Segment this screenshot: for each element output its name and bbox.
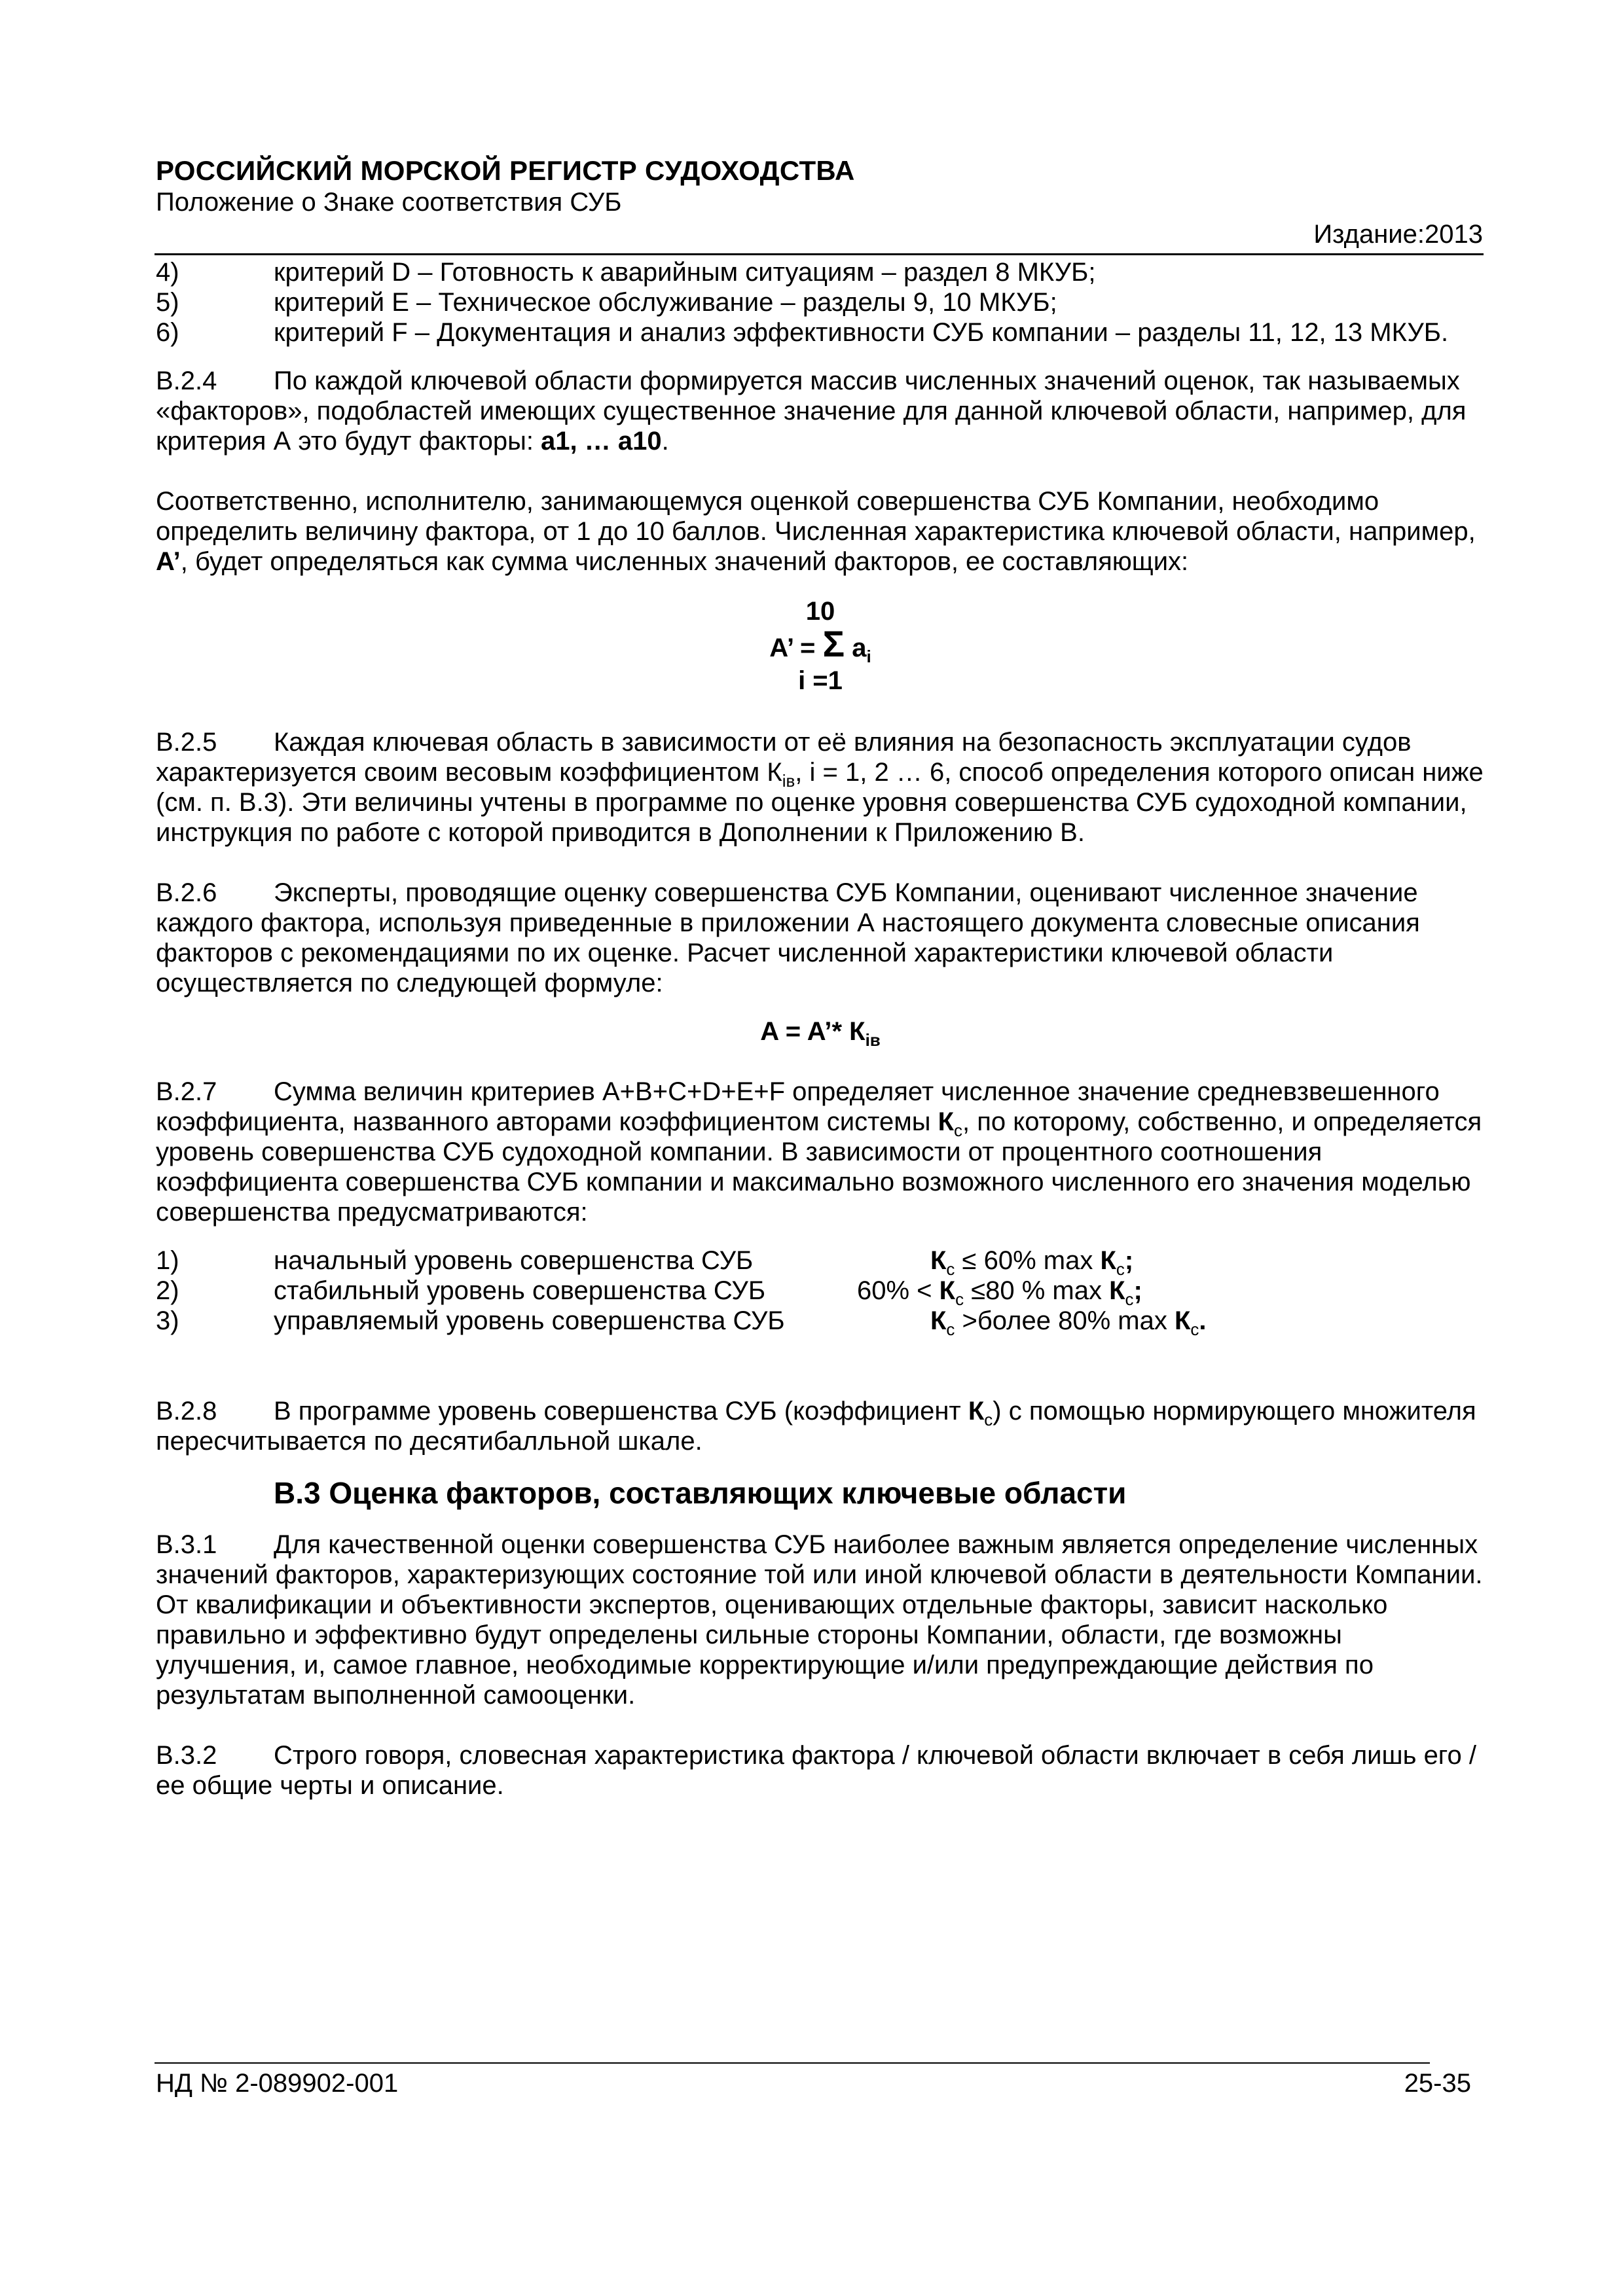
paragraph-text: В программе уровень совершенства СУБ (коэффициент [274, 1397, 968, 1426]
level-condition: $К_c$ >более 80% $\max К_c$. [930, 1306, 1207, 1339]
list-item [156, 257, 1485, 287]
list-item-text: критерий D – Готовность к аварийным ситуациям – раздел 8 МКУБ; [274, 258, 1096, 287]
level-item [156, 1276, 1485, 1309]
paragraph-text: Эксперты, проводящие оценку совершенства СУБ Компании, оценивают численное значение каждого фактора, используя приведенные в приложении А настоящего документа словесные описания факторов с рекомендациями по их оценке. Расчет численной характеристики ключевой области осуществляется по следующей формуле: [156, 878, 1420, 997]
list-item-number: 4) [156, 258, 179, 287]
weighted-formula [156, 1016, 1485, 1050]
list-item-text: критерий F – Документация и анализ эффективности СУБ компании – разделы 11, 12, 13 МКУБ. [274, 318, 1449, 347]
paragraph-text: Сумма величин критериев A+B+C+D+E+F определяет численное значение средневзвешенного коэффициента, названного авторами коэффициентом системы [156, 1077, 1440, 1136]
sum-term-subscript: i [866, 647, 871, 666]
document-number: НД № 2-089902-001 [156, 2069, 399, 2098]
level-name: управляемый уровень совершенства СУБ [274, 1306, 785, 1335]
paragraph-text: По каждой ключевой области формируется массив численных значений оценок, так называемых «факторов», подобластей имеющих существенное значение для данной ключевой области, например, для критерия А это будут факторы: [156, 367, 1467, 456]
level-number: 1) [156, 1246, 179, 1275]
organization-name: РОССИЙСКИЙ МОРСКОЙ РЕГИСТР СУДОХОДСТВА [156, 155, 855, 186]
footer-divider [155, 2062, 1430, 2064]
paragraph-b26 [156, 878, 1485, 998]
sum-upper-limit: 10 [805, 597, 835, 626]
paragraph-b25 [156, 727, 1485, 848]
document-title: Положение о Знаке соответствия СУБ [156, 188, 622, 217]
paragraph-number: B.3.1 [156, 1530, 217, 1559]
sum-lower-limit: i =1 [798, 666, 843, 695]
sum-lhs: A’ = [769, 634, 823, 662]
level-item [156, 1306, 1485, 1339]
list-item [156, 317, 1485, 348]
section-heading-b3: B.3 Оценка факторов, составляющих ключевые области [274, 1476, 1127, 1510]
coefficient-subscript: iв [782, 771, 795, 791]
paragraph-number: B.2.8 [156, 1397, 217, 1426]
coefficient-symbol: К [938, 1107, 954, 1136]
paragraph-text: , по которому, собственно, и определяется уровень совершенства СУБ судоходной компании. В зависимости от процентного соотношения коэффициента совершенства СУБ компании и максимально возможного численного его значения моделью совершенства предусматриваются: [156, 1107, 1482, 1227]
list-item [156, 287, 1485, 317]
formula-main: A = A’* К [760, 1017, 866, 1046]
factor-range: a1, … a10 [541, 427, 662, 456]
paragraph-text: Соответственно, исполнителю, занимающемуся оценкой совершенства СУБ Компании, необходимо определить величину фактора, от 1 до 10 баллов. Численная характеристика ключевой области, например, [156, 487, 1476, 546]
paragraph-number: B.2.6 [156, 878, 217, 907]
paragraph-text: Каждая ключевая область в зависимости от её влияния на безопасность эксплуатации судов характеризуется своим весовым коэффициентом К [156, 728, 1412, 787]
sum-formula [156, 595, 1485, 697]
paragraph-number: B.3.2 [156, 1741, 217, 1770]
page-number: 25-35 [1404, 2069, 1471, 2098]
document-body [156, 257, 1485, 1801]
list-item-number: 5) [156, 288, 179, 317]
level-condition: $К_c \le 60\%$ $\max К_c$; [930, 1246, 1134, 1279]
edition-label: Издание:2013 [1313, 220, 1483, 249]
level-condition: $60\% < К_c \le 80$ % $\max К_c$; [857, 1276, 1142, 1309]
paragraph-number: B.2.7 [156, 1077, 217, 1106]
level-item [156, 1246, 1485, 1279]
paragraph-text: Строго говоря, словесная характеристика фактора / ключевой области включает в себя лишь его / ее общие черты и описание. [156, 1741, 1476, 1800]
paragraph-b24 [156, 366, 1485, 456]
paragraph-b28: B.2.8 В программе уровень совершенства СУБ (коэффициент $К_c$) с помощью нормирующего множителя пересчитывается по десятибалльной шкале. [156, 1397, 1476, 1456]
level-name: стабильный уровень совершенства СУБ [274, 1276, 766, 1305]
sum-term: a [852, 634, 867, 662]
coefficient-subscript: c [954, 1121, 962, 1140]
paragraph-text: Для качественной оценки совершенства СУБ наиболее важным является определение численных значений факторов, характеризующих состояние той или иной ключевой области в деятельности Компании. От квалификации и объективности экспертов, оценивающих отдельные факторы, зависит насколько правильно и эффективно будут определены сильные стороны Компании, области, где возможны улучшения, и, самое главное, необходимые корректирующие и/или предупреждающие действия по результатам выполненной самооценки. [156, 1530, 1483, 1710]
paragraph-text: ) с помощью нормирующего множителя пересчитывается по десятибалльной шкале. [156, 1397, 1476, 1456]
header-divider [155, 253, 1484, 255]
paragraph-b31 [156, 1530, 1485, 1710]
paragraph-tail: . [661, 427, 669, 456]
paragraph-number: B.2.4 [156, 367, 217, 395]
paragraph-b24-continued [156, 486, 1485, 577]
level-number: 2) [156, 1276, 179, 1305]
list-item-number: 6) [156, 318, 179, 347]
paragraph-text: , будет определяться как сумма численных значений факторов, ее составляющих: [180, 547, 1189, 576]
paragraph-number: B.2.5 [156, 728, 217, 757]
sigma-symbol: Σ [822, 623, 845, 664]
list-item-text: критерий E – Техническое обслуживание – разделы 9, 10 МКУБ; [274, 288, 1057, 317]
formula-subscript: iв [865, 1030, 881, 1050]
paragraph-b32 [156, 1740, 1485, 1801]
level-number: 3) [156, 1306, 179, 1335]
paragraph-text: , i = 1, 2 … 6, способ определения которого описан ниже (см. п. B.3). Эти величины учтены в программе по оценке уровня совершенства СУБ судоходной компании, инструкция по работе с которой приводится в Дополнении к Приложению В. [156, 758, 1484, 847]
paragraph-b27 [156, 1077, 1485, 1227]
area-symbol: A’ [156, 547, 181, 576]
level-name: начальный уровень совершенства СУБ [274, 1246, 754, 1275]
